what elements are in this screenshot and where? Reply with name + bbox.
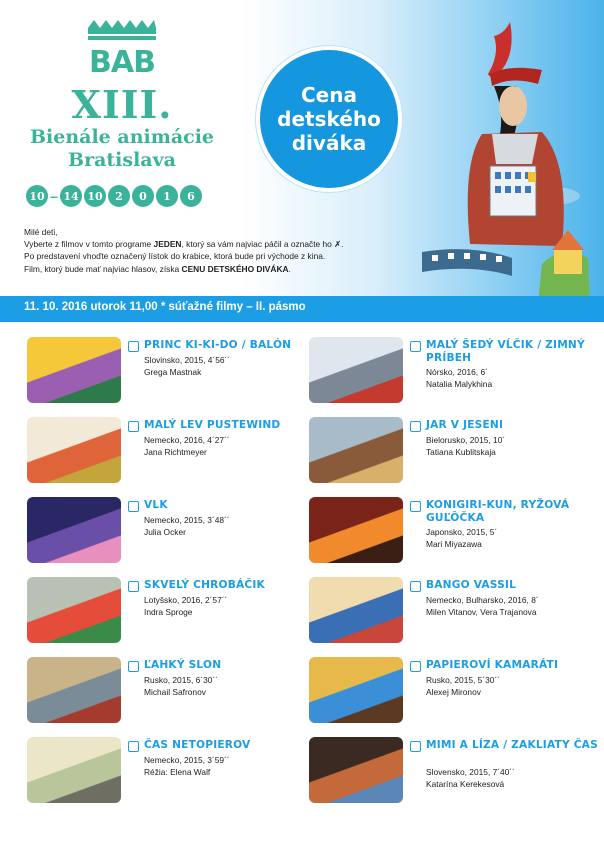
date-digit: 1 bbox=[156, 185, 178, 207]
film-entry bbox=[309, 337, 589, 403]
film-director: Indra Sproge bbox=[144, 607, 193, 617]
intro-ballot-note: Po predstavení vhoďte označený lístok do krabice, ktorá bude pri východe z kina. bbox=[24, 251, 326, 262]
bab-logo bbox=[84, 18, 160, 76]
audience-award-badge bbox=[256, 46, 402, 192]
film-entry bbox=[27, 657, 307, 723]
film-details: Rusko, 2015, 6´30´´ bbox=[144, 675, 219, 685]
vote-checkbox[interactable] bbox=[128, 741, 139, 752]
date-digit: 10 bbox=[84, 185, 106, 207]
intro-instruction bbox=[24, 238, 424, 250]
film-entry bbox=[309, 657, 589, 723]
film-thumbnail bbox=[27, 417, 121, 483]
date-digit: 10 bbox=[26, 185, 48, 207]
film-director: Michail Safronov bbox=[144, 687, 206, 697]
vote-checkbox[interactable] bbox=[410, 741, 421, 752]
film-details: Slovinsko, 2015, 4´56´´ bbox=[144, 355, 231, 365]
film-title: PRINC KI-KI-DO / BALÓN bbox=[144, 339, 292, 351]
film-title: ĽAHKÝ SLON bbox=[144, 659, 222, 671]
film-details: Nemecko, Bulharsko, 2016, 8´ bbox=[426, 595, 539, 605]
vote-checkbox[interactable] bbox=[410, 421, 421, 432]
film-director: Réžia: Elena Walf bbox=[144, 767, 211, 777]
film-entry bbox=[27, 577, 307, 643]
film-thumbnail bbox=[309, 337, 403, 403]
vote-checkbox[interactable] bbox=[410, 661, 421, 672]
film-title: JAR V JESENI bbox=[426, 419, 504, 431]
intro-text bbox=[24, 226, 424, 275]
film-title: MALÝ LEV PUSTEWIND bbox=[144, 419, 281, 431]
festival-name-line1: Bienále animácie bbox=[29, 126, 215, 148]
vote-checkbox[interactable] bbox=[128, 421, 139, 432]
vote-checkbox[interactable] bbox=[410, 341, 421, 352]
film-title: BANGO VASSIL bbox=[426, 579, 517, 591]
film-entry bbox=[27, 497, 307, 563]
film-thumbnail bbox=[309, 577, 403, 643]
vote-checkbox[interactable] bbox=[410, 501, 421, 512]
program-band-text: 11. 10. 2016 utorok 11,00 * súťažné filmy – II. pásmo bbox=[24, 301, 306, 313]
film-entry bbox=[309, 577, 589, 643]
film-director: Natalia Malykhina bbox=[426, 379, 493, 389]
film-director: Milen Vitanov, Vera Trajanova bbox=[426, 607, 537, 617]
film-details: Nórsko, 2016, 6´ bbox=[426, 367, 488, 377]
film-details: Nemecko, 2015, 3´48´´ bbox=[144, 515, 230, 525]
film-title: KONIGIRI-KUN, RYŽOVÁ GUĽÔČKA bbox=[426, 499, 570, 524]
vote-checkbox[interactable] bbox=[128, 341, 139, 352]
film-title: ČAS NETOPIEROV bbox=[144, 739, 251, 751]
date-digit: 0 bbox=[132, 185, 154, 207]
film-details: Nemecko, 2015, 3´59´´ bbox=[144, 755, 230, 765]
intro-award-emphasis: CENU DETSKÉHO DIVÁKA bbox=[181, 263, 289, 274]
film-entry bbox=[27, 417, 307, 483]
film-director: Katarína Kerekesová bbox=[426, 779, 505, 789]
festival-name-line2: Bratislava bbox=[68, 149, 176, 171]
intro-award-text-end: . bbox=[288, 263, 291, 274]
film-thumbnail bbox=[27, 737, 121, 803]
film-entry bbox=[27, 737, 307, 803]
intro-greeting: Milé deti, bbox=[24, 227, 58, 237]
film-entry bbox=[309, 417, 589, 483]
date-digit: 2 bbox=[108, 185, 130, 207]
film-thumbnail bbox=[309, 497, 403, 563]
program-band bbox=[0, 296, 604, 322]
film-director: Tatiana Kublitskaja bbox=[426, 447, 496, 457]
film-director: Grega Mastnak bbox=[144, 367, 202, 377]
edition-number: XIII. bbox=[71, 82, 173, 127]
film-director: Julia Ocker bbox=[144, 527, 186, 537]
film-thumbnail bbox=[27, 497, 121, 563]
film-details: Rusko, 2015, 5´30´´ bbox=[426, 675, 501, 685]
date-digit: 6 bbox=[180, 185, 202, 207]
audience-award-label: Cena detského diváka bbox=[277, 83, 381, 155]
film-title: MALÝ ŠEDÝ VĹČIK / ZIMNÝ PRÍBEH bbox=[426, 339, 585, 364]
film-details: Bielorusko, 2015, 10´ bbox=[426, 435, 506, 445]
film-title: SKVELÝ CHROBÁČIK bbox=[144, 579, 265, 591]
date-dash: – bbox=[50, 188, 58, 204]
film-details: Japonsko, 2015, 5´ bbox=[426, 527, 498, 537]
film-entry bbox=[309, 497, 589, 563]
festival-dates bbox=[26, 185, 202, 207]
film-details: Nemecko, 2016, 4´27´´ bbox=[144, 435, 230, 445]
film-thumbnail bbox=[309, 657, 403, 723]
vote-checkbox[interactable] bbox=[128, 661, 139, 672]
film-title: VLK bbox=[144, 499, 168, 511]
film-entry bbox=[27, 337, 307, 403]
film-details: Slovensko, 2015, 7´40´´ bbox=[426, 767, 515, 777]
vote-checkbox[interactable] bbox=[128, 581, 139, 592]
film-thumbnail bbox=[27, 337, 121, 403]
film-thumbnail bbox=[309, 417, 403, 483]
film-details: Lotyšsko, 2016, 2´57´´ bbox=[144, 595, 228, 605]
intro-instruction-text: Vyberte z filmov v tomto programe bbox=[24, 239, 154, 250]
intro-instruction-emphasis: JEDEN bbox=[153, 239, 182, 250]
film-director: Jana Richtmeyer bbox=[144, 447, 207, 457]
film-entry bbox=[309, 737, 598, 803]
film-thumbnail bbox=[27, 657, 121, 723]
intro-award-note bbox=[24, 263, 424, 275]
festival-title bbox=[20, 84, 224, 172]
film-director: Alexej Mironov bbox=[426, 687, 481, 697]
film-director: Mari Miyazawa bbox=[426, 539, 482, 549]
film-title: MIMI A LÍZA / ZAKLIATY ČAS bbox=[426, 739, 598, 751]
intro-instruction-text-end: , ktorý sa vám najviac páčil a označte ho ✗. bbox=[181, 239, 344, 250]
vote-checkbox[interactable] bbox=[128, 501, 139, 512]
date-digit: 14 bbox=[60, 185, 82, 207]
intro-award-text: Film, ktorý bude mať najviac hlasov, získa bbox=[24, 263, 182, 274]
film-thumbnail bbox=[309, 737, 403, 803]
vote-checkbox[interactable] bbox=[410, 581, 421, 592]
svg-text:BAB: BAB bbox=[89, 45, 155, 76]
film-thumbnail bbox=[27, 577, 121, 643]
film-title: PAPIEROVÍ KAMARÁTI bbox=[426, 659, 559, 671]
